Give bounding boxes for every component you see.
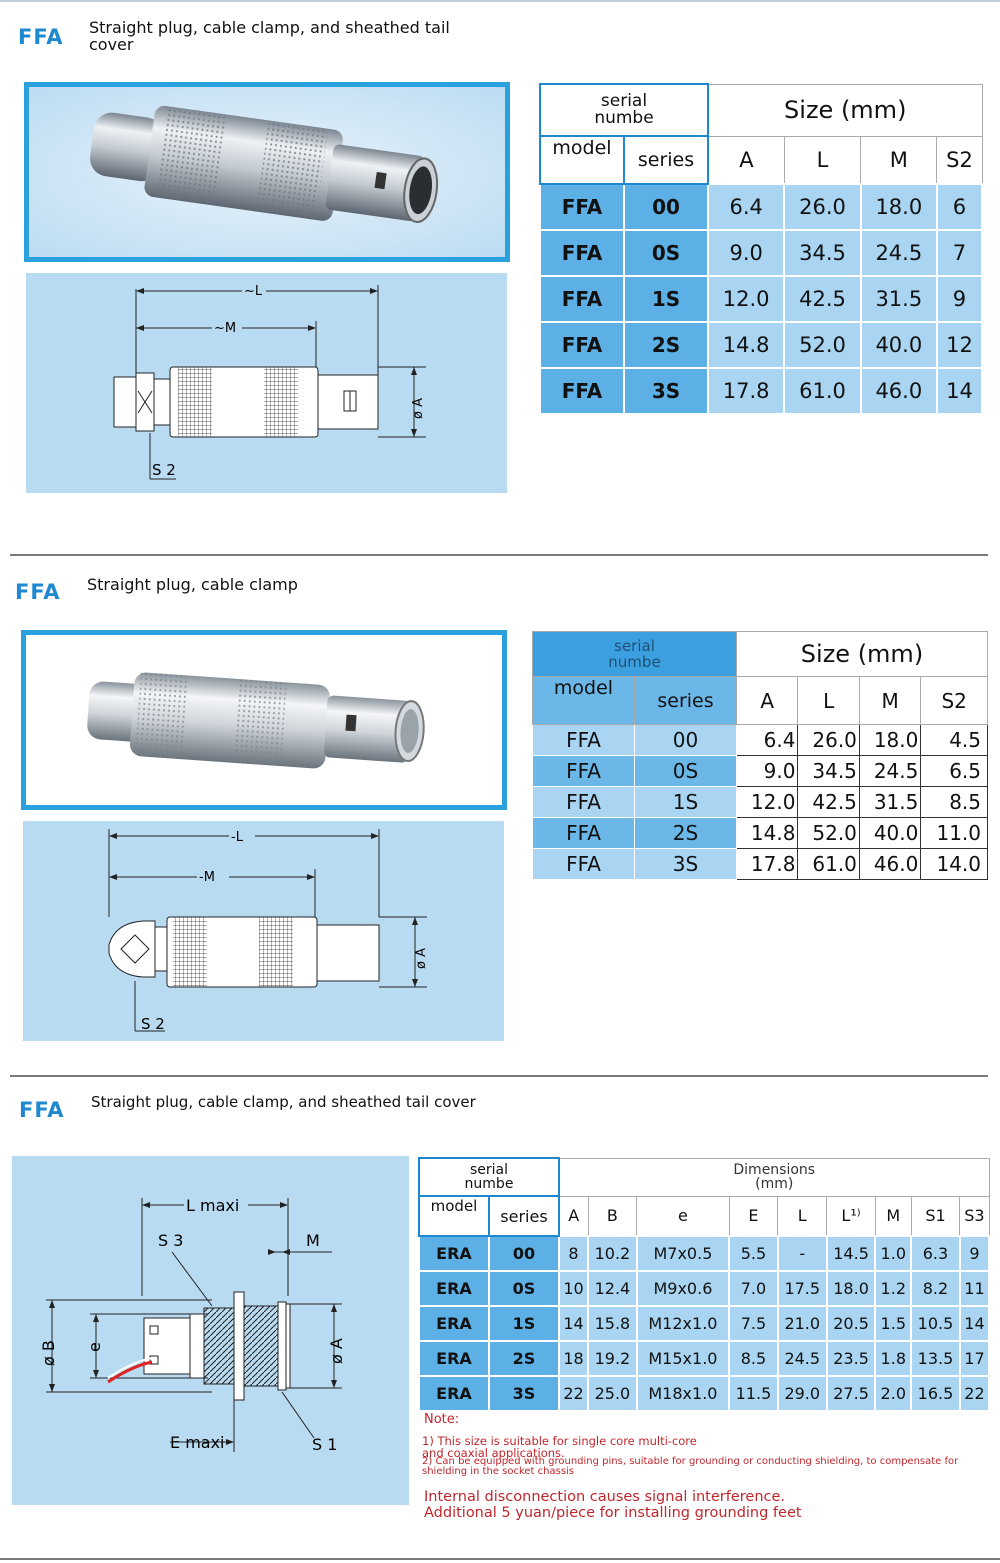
- note-1: 1) This size is suitable for single core multi-core and coaxial applications.: [422, 1434, 697, 1460]
- section2-code: FFA: [15, 580, 61, 604]
- section2-size-table: [532, 631, 988, 880]
- dim-M-label-2: -M: [199, 870, 215, 885]
- col-L1-header-3: L¹⁾: [827, 1196, 876, 1236]
- dim-L-label-2: -L: [231, 830, 243, 845]
- table-row: FFA 1S 12.0 42.5 31.5 9: [540, 276, 982, 322]
- series-header: series: [624, 136, 708, 184]
- dim-S1-label: S 1: [312, 1435, 338, 1454]
- col-S1-header-3: S1: [911, 1196, 960, 1236]
- size-header: Size (mm): [708, 84, 982, 136]
- table-row: FFA 1S 12.0 42.5 31.5 8.5: [533, 787, 988, 818]
- table-row: ERA 1S 14 15.8 M12x1.0 7.5 21.0 20.5 1.5 10.5 14: [419, 1306, 989, 1341]
- dim-L-label: ~L: [244, 284, 263, 299]
- table-row: ERA 0S 10 12.4 M9x0.6 7.0 17.5 18.0 1.2 8.2 11: [419, 1271, 989, 1306]
- col-S2-header-2: S2: [921, 677, 988, 725]
- section1-dimension-diagram: [26, 273, 507, 493]
- col-A-header-2: A: [737, 677, 798, 725]
- section1-code: FFA: [18, 25, 64, 49]
- dim-Emaxi-label: E maxi: [170, 1433, 225, 1452]
- section3-dimension-table: [418, 1157, 990, 1412]
- dim-A-label-3: ø A: [327, 1338, 346, 1364]
- bottom-border: [0, 1558, 1000, 1560]
- table-row: FFA 0S 9.0 34.5 24.5 7: [540, 230, 982, 276]
- note-label: Note:: [424, 1412, 460, 1427]
- serial-number-header-3: serial numbe: [419, 1158, 559, 1196]
- section1-product-photo: [24, 82, 510, 262]
- col-B-header-3: B: [588, 1196, 637, 1236]
- table-row: ERA 2S 18 19.2 M15x1.0 8.5 24.5 23.5 1.8 13.5 17: [419, 1341, 989, 1376]
- dim-M-label-3: M: [306, 1231, 320, 1250]
- section2-title: Straight plug, cable clamp: [87, 575, 298, 594]
- section3-dimension-diagram: [12, 1156, 409, 1505]
- dim-e-label: e: [85, 1342, 104, 1352]
- table-row: FFA 2S 14.8 52.0 40.0 12: [540, 322, 982, 368]
- section1-title: [89, 19, 450, 53]
- col-L-header: L: [784, 136, 860, 184]
- serial-number-header: serial numbe: [540, 84, 708, 136]
- section1-title-line2: cover: [89, 35, 134, 54]
- note-2: 2) Can be equipped with grounding pins, suitable for grounding or conducting shielding, to compensate for shielding in the socket chassis: [422, 1456, 959, 1477]
- table-row: FFA 00 6.4 26.0 18.0 4.5: [533, 725, 988, 756]
- table-row: ERA 00 8 10.2 M7x0.5 5.5 - 14.5 1.0 6.3 9: [419, 1236, 989, 1271]
- table-row: FFA 00 6.4 26.0 18.0 6: [540, 184, 982, 230]
- col-M-header-2: M: [859, 677, 920, 725]
- section2-dimension-diagram: [23, 821, 504, 1041]
- model-header-2: model: [533, 677, 635, 725]
- dim-B-label: ø B: [39, 1340, 58, 1366]
- col-A-header-3: A: [559, 1196, 588, 1236]
- section3-title: Straight plug, cable clamp, and sheathed tail cover: [91, 1093, 476, 1111]
- col-E-header-3: E: [729, 1196, 778, 1236]
- col-S3-header-3: S3: [960, 1196, 989, 1236]
- col-M-header-3: M: [875, 1196, 911, 1236]
- section1-title-line1: Straight plug, cable clamp, and sheathed tail: [89, 18, 450, 37]
- dim-A-label-2: ø A: [414, 948, 429, 969]
- dim-S3-label: S 3: [158, 1231, 184, 1250]
- col-M-header: M: [861, 136, 937, 184]
- col-L-header-2: L: [798, 677, 859, 725]
- col-A-header: A: [708, 136, 784, 184]
- section2-product-photo: [21, 630, 507, 810]
- section1-size-table: [539, 83, 983, 415]
- grounding-notice: Internal disconnection causes signal interference. Additional 5 yuan/piece for installing grounding feet: [424, 1489, 802, 1521]
- table-row: FFA 3S 17.8 61.0 46.0 14: [540, 368, 982, 414]
- dimensions-header: Dimensions (mm): [559, 1158, 989, 1196]
- plug-drawing-2: [23, 821, 504, 1041]
- col-e-header-3: e: [637, 1196, 729, 1236]
- dim-Lmaxi-label: L maxi: [186, 1196, 240, 1215]
- model-header-3: model: [419, 1196, 489, 1236]
- section3-code: FFA: [19, 1098, 65, 1122]
- size-header-2: Size (mm): [737, 632, 988, 677]
- dim-A-label: ø A: [411, 398, 426, 419]
- serial-number-header-2: serial numbe: [533, 632, 737, 677]
- table-row: FFA 0S 9.0 34.5 24.5 6.5: [533, 756, 988, 787]
- top-border: [0, 0, 1000, 2]
- table-row: FFA 3S 17.8 61.0 46.0 14.0: [533, 849, 988, 880]
- section-divider: [10, 554, 988, 556]
- model-header: model: [540, 136, 624, 184]
- section-divider: [10, 1075, 988, 1077]
- series-header-3: series: [489, 1196, 559, 1236]
- socket-drawing: [12, 1156, 409, 1505]
- col-L-header-3: L: [778, 1196, 827, 1236]
- dim-S2-label: S 2: [152, 461, 176, 479]
- dim-S2-label-2: S 2: [141, 1015, 165, 1033]
- table-row: FFA 2S 14.8 52.0 40.0 11.0: [533, 818, 988, 849]
- plug-drawing-1: [26, 273, 507, 493]
- plug-photo-1: [29, 87, 505, 257]
- col-S2-header: S2: [937, 136, 982, 184]
- dim-M-label: ~M: [214, 321, 237, 336]
- table-row: ERA 3S 22 25.0 M18x1.0 11.5 29.0 27.5 2.0 16.5 22: [419, 1376, 989, 1411]
- series-header-2: series: [635, 677, 737, 725]
- plug-photo-2: [26, 635, 502, 805]
